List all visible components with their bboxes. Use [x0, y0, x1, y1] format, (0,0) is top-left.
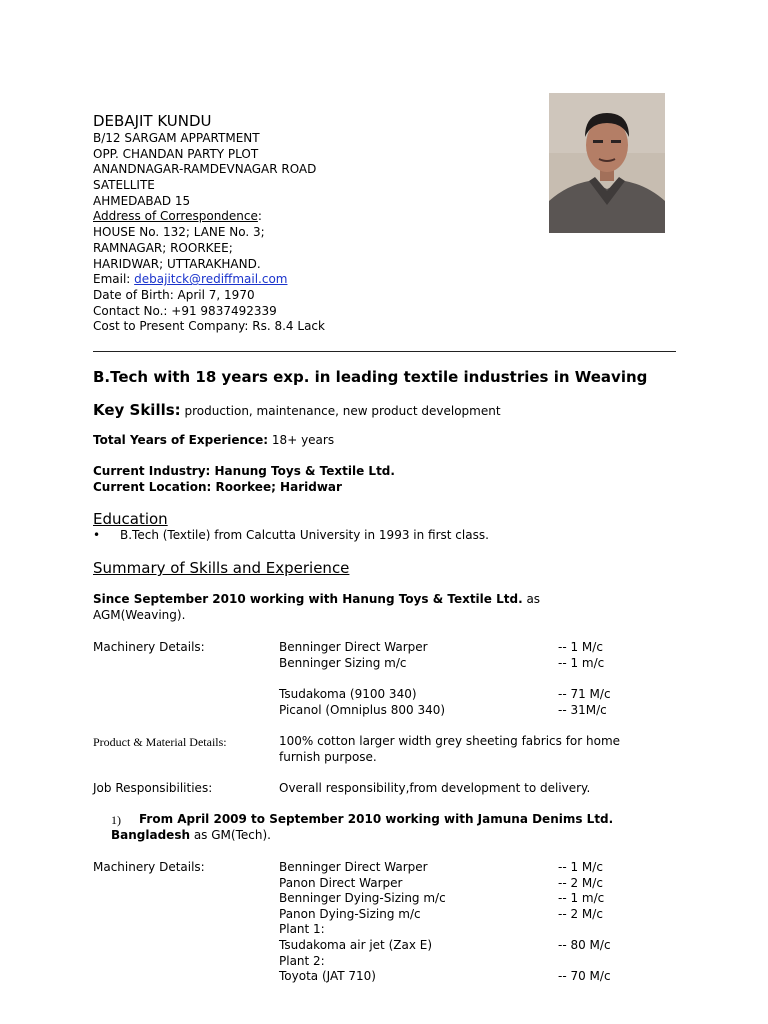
machinery-name: Benninger Direct Warper: [279, 640, 428, 654]
email-row: [93, 272, 325, 288]
machinery-qty: -- 1 m/c: [558, 656, 605, 670]
correspondence-line: HOUSE No. 132; LANE No. 3;: [93, 225, 265, 240]
job2-heading-bold: From April 2009 to September 2010 working with Jamuna Denims Ltd.: [139, 812, 614, 826]
correspondence-heading: [93, 209, 325, 225]
contact-block: [93, 131, 325, 335]
correspondence-line: HARIDWAR; UTTARAKHAND.: [93, 256, 261, 271]
job1-product-line1: 100% cotton larger width grey sheeting fabrics for home: [279, 734, 621, 748]
cost-to-company: Cost to Present Company: Rs. 8.4 Lack: [93, 319, 325, 334]
contact-number: Contact No.: +91 9837492339: [93, 303, 277, 318]
summary-heading: Summary of Skills and Experience: [93, 559, 350, 577]
machinery-qty: -- 71 M/c: [558, 687, 611, 701]
machinery-qty: -- 2 M/c: [558, 907, 603, 921]
headline: B.Tech with 18 years exp. in leading textile industries in Weaving: [93, 368, 648, 386]
machinery-name: Toyota (JAT 710): [279, 969, 376, 983]
job1-resp: Overall responsibility,from development to delivery.: [279, 781, 591, 795]
machinery-name: Tsudakoma air jet (Zax E): [279, 938, 432, 952]
job2-machinery-label: Machinery Details:: [93, 860, 205, 874]
job2-heading-rest: as GM(Tech).: [190, 828, 271, 842]
job2-heading: [139, 812, 613, 828]
machinery-qty: -- 80 M/c: [558, 938, 611, 952]
job2-number: 1): [111, 813, 121, 827]
key-skills-value: production, maintenance, new product development: [180, 404, 501, 418]
machinery-qty: -- 1 M/c: [558, 640, 603, 654]
address-line: SATELLITE: [93, 178, 155, 193]
machinery-name: Panon Dying-Sizing m/c: [279, 907, 421, 921]
job1-product-line2: furnish purpose.: [279, 750, 377, 764]
machinery-name: Tsudakoma (9100 340): [279, 687, 417, 701]
address-line: OPP. CHANDAN PARTY PLOT: [93, 146, 259, 161]
machinery-qty: -- 1 M/c: [558, 860, 603, 874]
total-experience: [93, 433, 334, 449]
machinery-name: Plant 2:: [279, 954, 325, 968]
job1-heading: [93, 592, 540, 608]
education-heading: Education: [93, 510, 168, 528]
machinery-qty: -- 2 M/c: [558, 876, 603, 890]
machinery-name: Panon Direct Warper: [279, 876, 403, 890]
machinery-name: Benninger Dying-Sizing m/c: [279, 891, 446, 905]
machinery-name: Plant 1:: [279, 922, 325, 936]
machinery-qty: -- 31M/c: [558, 703, 607, 717]
email-link[interactable]: debajitck@rediffmail.com: [134, 272, 288, 287]
machinery-name: Benninger Sizing m/c: [279, 656, 407, 670]
address-line: ANANDNAGAR-RAMDEVNAGAR ROAD: [93, 162, 317, 177]
education-item: B.Tech (Textile) from Calcutta University in 1993 in first class.: [120, 528, 489, 542]
education-bullet: •: [93, 528, 101, 542]
total-experience-label: Total Years of Experience:: [93, 433, 269, 447]
current-location: Current Location: Roorkee; Haridwar: [93, 480, 342, 494]
date-of-birth: Date of Birth: April 7, 1970: [93, 287, 255, 302]
candidate-name: DEBAJIT KUNDU: [93, 112, 212, 130]
header-divider: [93, 351, 676, 352]
job2-heading-bold2: Bangladesh: [111, 828, 191, 842]
address-line: B/12 SARGAM APPARTMENT: [93, 131, 260, 145]
correspondence-line: RAMNAGAR; ROORKEE;: [93, 240, 233, 255]
key-skills: [93, 400, 501, 420]
email-label: Email:: [93, 272, 135, 287]
job1-heading-bold: Since September 2010 working with Hanung Toys & Textile Ltd.: [93, 592, 523, 606]
address-line: AHMEDABAD 15: [93, 193, 191, 208]
machinery-qty: -- 70 M/c: [558, 969, 611, 983]
profile-photo: [549, 93, 665, 233]
machinery-name: Benninger Direct Warper: [279, 860, 428, 874]
total-experience-value: 18+ years: [268, 433, 335, 447]
job1-product-label: Product & Material Details:: [93, 735, 227, 749]
key-skills-label: Key Skills:: [93, 401, 181, 419]
machinery-name: Picanol (Omniplus 800 340): [279, 703, 446, 717]
job1-heading-line2: AGM(Weaving).: [93, 608, 186, 622]
machinery-qty: -- 1 m/c: [558, 891, 605, 905]
job2-heading-line2: [111, 828, 271, 844]
correspondence-label: Address of Correspondence: [93, 209, 258, 224]
current-industry: Current Industry: Hanung Toys & Textile Ltd.: [93, 464, 395, 478]
job1-machinery-label: Machinery Details:: [93, 640, 205, 654]
job1-resp-label: Job Responsibilities:: [93, 781, 213, 795]
correspondence-colon: :: [257, 209, 262, 224]
job1-heading-rest: as: [522, 592, 541, 606]
portrait-image: [549, 93, 665, 233]
